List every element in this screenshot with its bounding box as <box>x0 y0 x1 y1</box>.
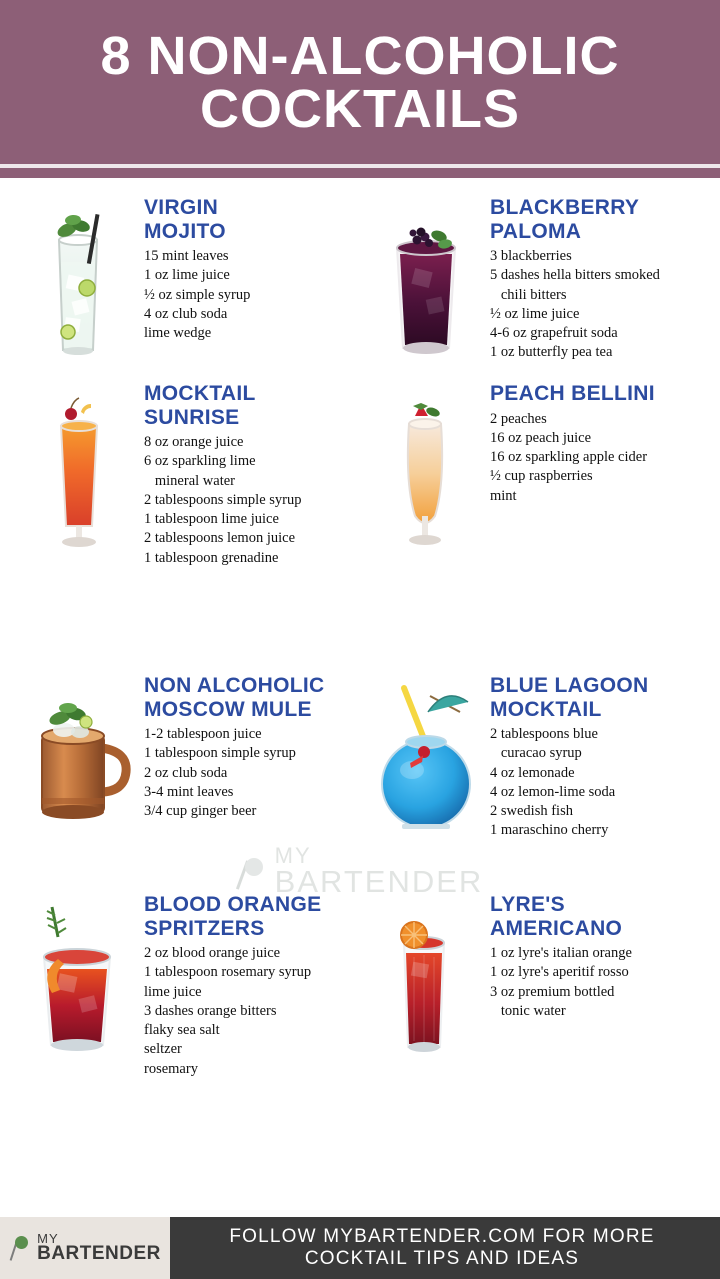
ingredient-list-moscow-mule <box>144 725 356 821</box>
recipe-title-mocktail-sunrise <box>144 382 356 429</box>
ingredient-item: 2 tablespoons lemon juice <box>144 530 296 547</box>
recipe-title-line2: MOCKTAIL <box>490 697 602 721</box>
page-footer <box>0 1217 720 1279</box>
recipe-title-line2: PALOMA <box>490 219 582 243</box>
recipe-title-line1: BLOOD ORANGE <box>144 893 322 916</box>
ingredient-item: seltzer <box>144 1041 182 1058</box>
recipe-title-line1: LYRE'S <box>490 893 565 916</box>
ingredient-item: lime wedge <box>144 325 212 342</box>
ingredient-item: ½ cup raspberries <box>490 468 593 485</box>
page-header <box>0 0 720 178</box>
ingredient-item: 1 tablespoon rosemary syrup <box>144 964 312 981</box>
recipe-card-blue-lagoon <box>360 668 706 859</box>
footer-callout-line2: COCKTAIL TIPS AND IDEAS <box>304 1248 580 1269</box>
ingredient-item: 3-4 mint leaves <box>144 783 234 800</box>
recipe-title-line1: MOCKTAIL <box>144 382 256 405</box>
drink-image-virgin-mojito <box>18 196 138 370</box>
ingredient-item: chili bitters <box>490 286 567 303</box>
footer-logo <box>0 1217 170 1279</box>
recipe-text-virgin-mojito <box>138 196 356 343</box>
ingredient-item: 3 dashes orange bitters <box>144 1002 277 1019</box>
recipe-title-peach-bellini <box>490 382 702 406</box>
ingredient-item: mineral water <box>144 472 235 489</box>
recipe-text-blackberry-paloma <box>484 196 702 363</box>
recipe-title-line2: MOJITO <box>144 219 226 243</box>
recipe-text-mocktail-sunrise <box>138 382 356 568</box>
ingredient-list-lyres-americano <box>490 944 702 1021</box>
ingredient-item: 6 oz sparkling lime <box>144 453 256 470</box>
ingredient-item: 2 peaches <box>490 410 547 427</box>
header-divider <box>0 164 720 168</box>
ingredient-item: 4 oz club soda <box>144 305 228 322</box>
recipe-text-blue-lagoon <box>484 674 702 841</box>
ingredient-item: 1-2 tablespoon juice <box>144 726 262 743</box>
page-title-line2: COCKTAILS <box>200 79 520 139</box>
recipe-title-lyres-americano <box>490 893 702 940</box>
header-title-block <box>100 26 620 148</box>
ingredient-item: 3 blackberries <box>490 248 572 265</box>
ingredient-item: mint <box>490 487 517 504</box>
ingredient-list-blue-lagoon <box>490 725 702 841</box>
ingredient-item: 2 tablespoons simple syrup <box>144 491 302 508</box>
recipe-title-blood-orange-spritzers <box>144 893 356 940</box>
recipe-title-line1: NON ALCOHOLIC <box>144 674 325 697</box>
ingredient-item: 1 oz butterfly pea tea <box>490 344 613 361</box>
recipe-text-moscow-mule <box>138 674 356 821</box>
ingredient-item: curacao syrup <box>490 745 582 762</box>
ingredient-list-blood-orange-spritzers <box>144 944 356 1079</box>
recipe-row <box>14 668 706 859</box>
leaf-icon <box>9 1235 31 1261</box>
footer-callout <box>170 1226 720 1270</box>
recipe-title-blackberry-paloma <box>490 196 702 243</box>
recipe-card-blackberry-paloma <box>360 190 706 376</box>
footer-logo-text <box>37 1230 161 1265</box>
ingredient-list-mocktail-sunrise <box>144 433 356 568</box>
drink-image-blue-lagoon <box>364 674 484 853</box>
recipe-grid <box>0 178 720 1085</box>
recipe-title-line2: AMERICANO <box>490 916 623 940</box>
ingredient-item: 8 oz orange juice <box>144 434 244 451</box>
ingredient-item: rosemary <box>144 1060 198 1077</box>
drink-image-lyres-americano <box>364 893 484 1072</box>
recipe-row <box>14 376 706 582</box>
watermark-line1: MY <box>274 843 312 868</box>
ingredient-item: 2 oz club soda <box>144 764 228 781</box>
ingredient-item: ½ oz simple syrup <box>144 286 251 303</box>
ingredient-item: 1 oz lyre's aperitif rosso <box>490 964 629 981</box>
recipe-row <box>14 887 706 1085</box>
drink-image-mocktail-sunrise <box>18 382 138 576</box>
leaf-icon <box>237 854 271 888</box>
recipe-title-virgin-mojito <box>144 196 356 243</box>
footer-callout-line1: FOLLOW MYBARTENDER.COM FOR MORE <box>229 1226 655 1248</box>
ingredient-item: 1 maraschino cherry <box>490 822 609 839</box>
recipe-title-line1: BLUE LAGOON <box>490 674 649 697</box>
page-title-line1: 8 NON-ALCOHOLIC <box>100 26 620 87</box>
ingredient-item: 1 oz lime juice <box>144 267 230 284</box>
ingredient-item: 16 oz peach juice <box>490 429 592 446</box>
footer-logo-line1: MY <box>37 1230 59 1246</box>
ingredient-item: 2 oz blood orange juice <box>144 945 281 962</box>
ingredient-item: 16 oz sparkling apple cider <box>490 449 648 466</box>
recipe-card-mocktail-sunrise <box>14 376 360 582</box>
recipe-title-line2: SPRITZERS <box>144 916 265 940</box>
ingredient-item: 4 oz lemon-lime soda <box>490 783 616 800</box>
recipe-card-virgin-mojito <box>14 190 360 376</box>
ingredient-item: lime juice <box>144 983 202 1000</box>
drink-image-peach-bellini <box>364 382 484 576</box>
footer-logo-line2: BARTENDER <box>37 1243 161 1265</box>
ingredient-item: flaky sea salt <box>144 1022 220 1039</box>
ingredient-item: 4-6 oz grapefruit soda <box>490 325 618 342</box>
drink-image-blackberry-paloma <box>364 196 484 370</box>
ingredient-list-peach-bellini <box>490 410 702 506</box>
recipe-card-blood-orange-spritzers <box>14 887 360 1085</box>
recipe-title-blue-lagoon <box>490 674 702 721</box>
ingredient-item: 2 tablespoons blue <box>490 726 598 743</box>
drink-image-moscow-mule <box>18 674 138 838</box>
ingredient-item: 2 swedish fish <box>490 803 573 820</box>
recipe-row <box>14 190 706 376</box>
recipe-title-line1: PEACH BELLINI <box>490 382 655 405</box>
recipe-title-line2: MOSCOW MULE <box>144 697 312 721</box>
recipe-text-lyres-americano <box>484 893 702 1021</box>
ingredient-item: 3/4 cup ginger beer <box>144 803 257 820</box>
ingredient-item: 3 oz premium bottled <box>490 983 615 1000</box>
ingredient-item: 1 tablespoon lime juice <box>144 511 279 528</box>
drink-image-blood-orange-spritzers <box>18 893 138 1072</box>
ingredient-list-blackberry-paloma <box>490 247 702 363</box>
recipe-card-lyres-americano <box>360 887 706 1085</box>
watermark-line2: BARTENDER <box>274 863 484 899</box>
recipe-text-blood-orange-spritzers <box>138 893 356 1079</box>
ingredient-item: 15 mint leaves <box>144 248 229 265</box>
ingredient-list-virgin-mojito <box>144 247 356 343</box>
ingredient-item: 1 oz lyre's italian orange <box>490 945 632 962</box>
ingredient-item: ½ oz lime juice <box>490 305 580 322</box>
recipe-card-peach-bellini <box>360 376 706 582</box>
recipe-text-peach-bellini <box>484 382 702 506</box>
recipe-card-moscow-mule <box>14 668 360 859</box>
ingredient-item: 1 tablespoon grenadine <box>144 549 279 566</box>
ingredient-item: tonic water <box>490 1002 566 1019</box>
ingredient-item: 1 tablespoon simple syrup <box>144 745 296 762</box>
recipe-title-line1: BLACKBERRY <box>490 196 640 219</box>
recipe-title-moscow-mule <box>144 674 356 721</box>
recipe-title-line2: SUNRISE <box>144 405 240 429</box>
page-title <box>100 26 620 139</box>
ingredient-item: 4 oz lemonade <box>490 764 575 781</box>
ingredient-item: 5 dashes hella bitters smoked <box>490 267 660 284</box>
recipe-title-line1: VIRGIN <box>144 196 219 219</box>
